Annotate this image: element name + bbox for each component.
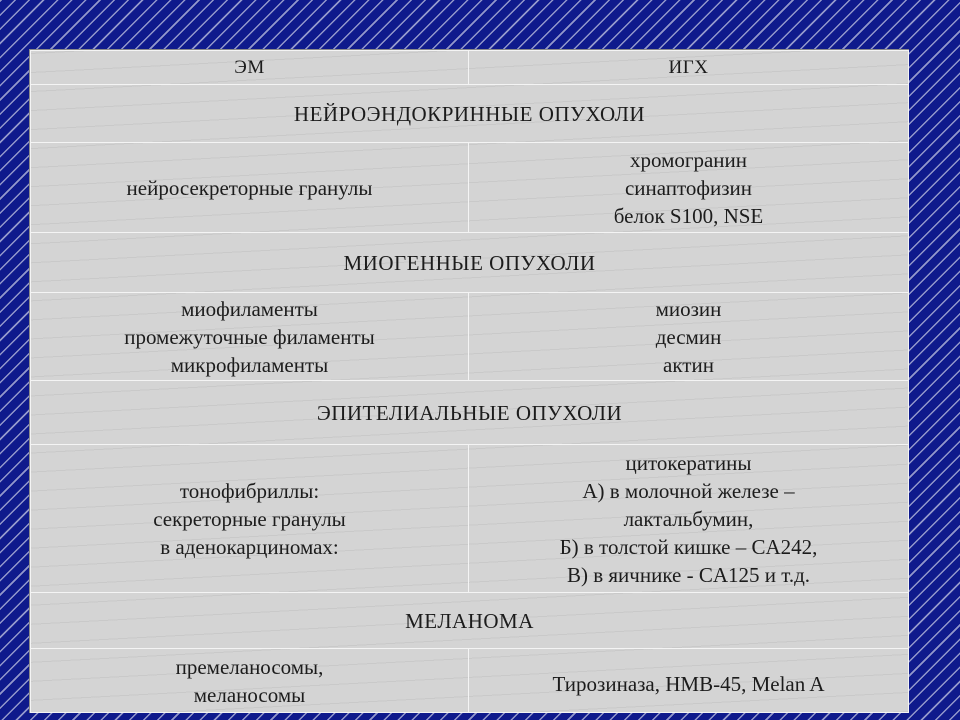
em-line: меланосомы: [193, 682, 306, 707]
header-igh: ИГХ: [469, 51, 909, 85]
section-title-row: [31, 233, 909, 293]
section-content-row: [31, 445, 909, 593]
section-title-myogenic: МИОГЕННЫЕ ОПУХОЛИ: [31, 233, 909, 293]
em-line: миофиламенты: [181, 296, 318, 321]
slide-table-frame: [30, 50, 908, 712]
em-line: нейросекреторные гранулы: [126, 175, 373, 200]
section-title-epithelial: ЭПИТЕЛИАЛЬНЫЕ ОПУХОЛИ: [31, 381, 909, 445]
igh-line: белок S100, NSE: [613, 203, 764, 228]
section-content-row: [31, 293, 909, 381]
section-title-row: [31, 381, 909, 445]
section-title-neuroendocrine: НЕЙРОЭНДОКРИННЫЕ ОПУХОЛИ: [31, 85, 909, 143]
em-line: микрофиламенты: [170, 352, 329, 377]
em-line: секреторные гранулы: [153, 506, 346, 531]
igh-line: В) в яичнике - CA125 и т.д.: [566, 562, 811, 587]
igh-line: синаптофизин: [624, 175, 753, 200]
comparison-table: [30, 50, 909, 713]
section-content-row: [31, 143, 909, 233]
table-header-row: [31, 51, 909, 85]
section-title-melanoma: МЕЛАНОМА: [31, 593, 909, 649]
igh-line: хромогранин: [629, 147, 748, 172]
igh-line: лактальбумин,: [623, 506, 754, 531]
em-cell-myogenic: [31, 293, 469, 381]
section-title-row: [31, 593, 909, 649]
igh-cell-myogenic: [469, 293, 909, 381]
igh-line: актин: [663, 352, 714, 377]
igh-line: Б) в толстой кишке – CA242,: [559, 534, 818, 559]
igh-line: А) в молочной железе –: [582, 478, 795, 503]
igh-line: Тирозиназа, HMB-45, Melan A: [552, 671, 825, 696]
section-title-row: [31, 85, 909, 143]
em-cell-epithelial: [31, 445, 469, 593]
igh-line: цитокератины: [625, 450, 752, 475]
section-content-row: [31, 649, 909, 713]
igh-cell-epithelial: [469, 445, 909, 593]
header-em: ЭМ: [31, 51, 469, 85]
em-line: тонофибриллы:: [179, 478, 320, 503]
igh-line: миозин: [655, 296, 722, 321]
igh-cell-neuroendocrine: [469, 143, 909, 233]
em-line: премеланосомы,: [175, 654, 324, 679]
igh-line: десмин: [655, 324, 722, 349]
em-line: промежуточные филаменты: [124, 324, 375, 349]
igh-cell-melanoma: [469, 649, 909, 713]
em-line: в аденокарциномах:: [160, 534, 339, 559]
em-cell-melanoma: [31, 649, 469, 713]
em-cell-neuroendocrine: [31, 143, 469, 233]
